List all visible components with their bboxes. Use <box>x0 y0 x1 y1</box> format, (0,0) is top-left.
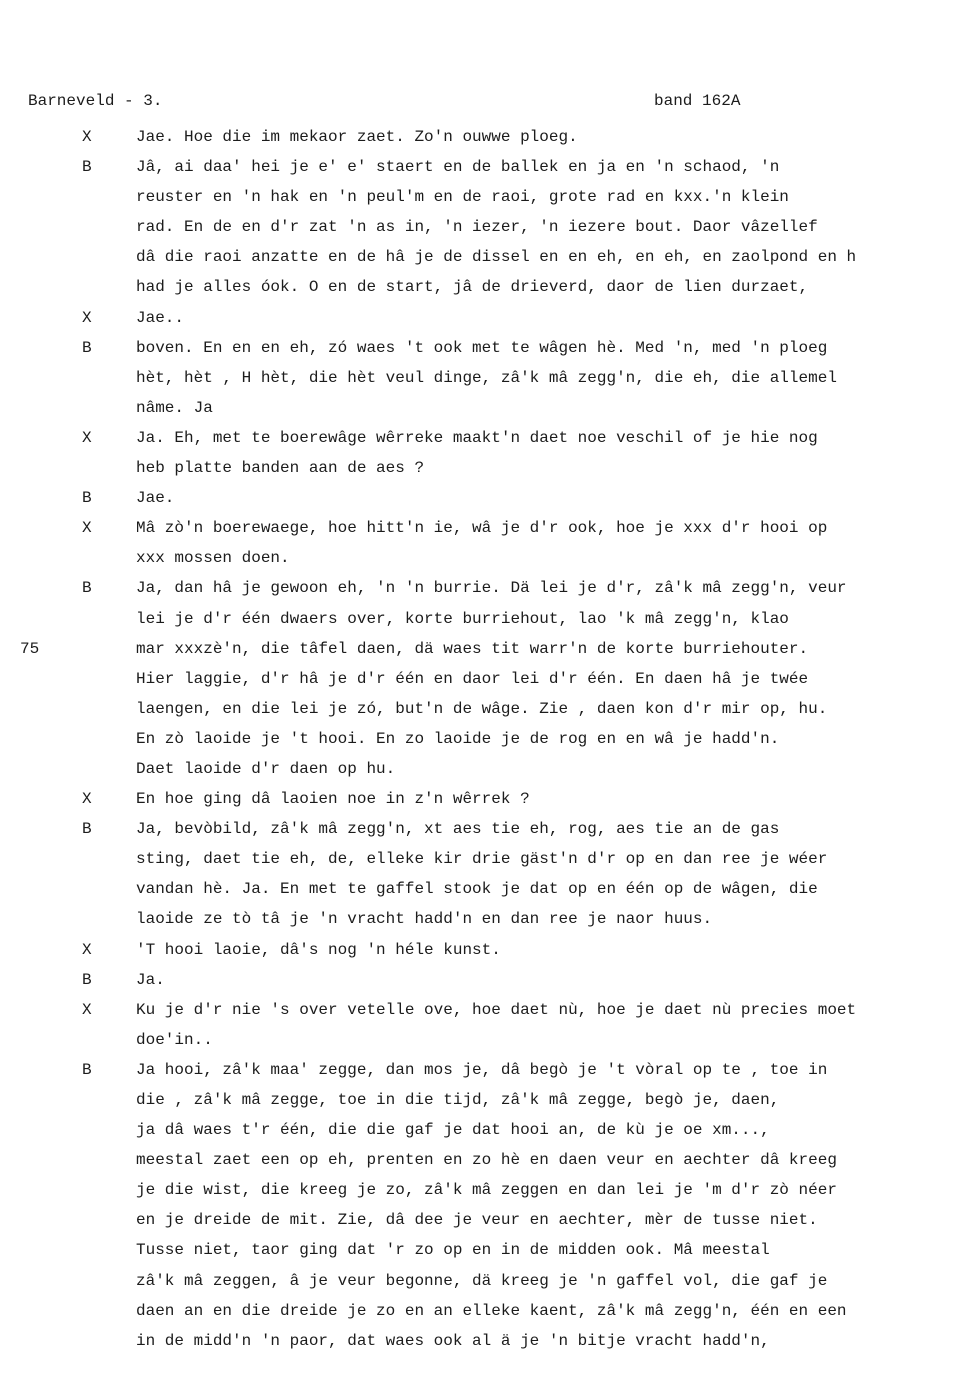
line-text: Ja. Eh, met te boerewâge wêrreke maakt'n daet noe veschil of je hie nog <box>136 428 818 447</box>
transcript-line <box>0 784 979 814</box>
line-text: en je dreide de mit. Zie, dâ dee je veur en aechter, mèr de tusse niet. <box>136 1211 818 1230</box>
line-text: in de midd'n 'n paor, dat waes ook al ä je 'n bitje vracht hadd'n, <box>136 1331 770 1350</box>
speaker-label: X <box>82 428 92 447</box>
speaker-label: B <box>82 970 92 989</box>
transcript-line <box>0 995 979 1025</box>
transcript-line <box>0 272 979 302</box>
line-text: Jae.. <box>136 308 185 327</box>
transcript-line <box>0 1175 979 1205</box>
line-text: doe'in.. <box>136 1030 213 1049</box>
transcript-line <box>0 874 979 904</box>
transcript-line <box>0 814 979 844</box>
speaker-label: B <box>82 489 92 508</box>
transcript-line <box>0 1115 979 1145</box>
transcript-line <box>0 363 979 393</box>
line-text: Ja. <box>136 970 165 989</box>
transcript-line <box>0 1055 979 1085</box>
transcript-line <box>0 754 979 784</box>
line-text: laengen, en die lei je zó, but'n de wâge. Zie , daen kon d'r mir op, hu. <box>136 699 828 718</box>
speaker-label: B <box>82 158 92 177</box>
transcript-line <box>0 333 979 363</box>
transcript-line <box>0 1326 979 1356</box>
line-text: hèt, hèt , H hèt, die hèt veul dinge, zâ'k mâ zegg'n, die eh, die allemel <box>136 368 837 387</box>
transcript-line <box>0 844 979 874</box>
transcript-line <box>0 664 979 694</box>
line-text: Mâ zò'n boerewaege, hoe hitt'n ie, wâ je d'r ook, hoe je xxx d'r hooi op <box>136 519 828 538</box>
transcript-line <box>0 1266 979 1296</box>
transcript-line <box>0 1205 979 1235</box>
line-text: Jâ, ai daa' hei je e' e' staert en de ballek en ja en 'n schaod, 'n <box>136 158 780 177</box>
transcript-line <box>0 212 979 242</box>
line-text: Ku je d'r nie 's over vetelle ove, hoe daet nù, hoe je daet nù precies moet <box>136 1000 857 1019</box>
line-text: ja dâ waes t'r één, die die gaf je dat hooi an, de kù je oe xm..., <box>136 1121 770 1140</box>
line-text: 'T hooi laoie, dâ's nog 'n héle kunst. <box>136 940 501 959</box>
speaker-label: X <box>82 519 92 538</box>
transcript-line <box>0 393 979 423</box>
line-text: sting, daet tie eh, de, elleke kir drie gäst'n d'r op en dan ree je wéer <box>136 850 828 869</box>
transcript-line <box>0 935 979 965</box>
line-text: je die wist, die kreeg je zo, zâ'k mâ zeggen en dan lei je 'm d'r zò néer <box>136 1181 837 1200</box>
transcript-line <box>0 182 979 212</box>
transcript-line <box>0 513 979 543</box>
line-text: Ja, bevòbild, zâ'k mâ zegg'n, xt aes tie eh, rog, aes tie an de gas <box>136 820 780 839</box>
line-text: die , zâ'k mâ zegge, toe in die tijd, zâ'k mâ zegge, begò je, daen, <box>136 1091 780 1109</box>
line-text: Hier laggie, d'r hâ je d'r één en daor lei d'r één. En daen hâ je twée <box>136 669 809 688</box>
line-text: En hoe ging dâ laoien noe in z'n wêrrek ? <box>136 790 530 809</box>
header-band-label: band 162A <box>654 92 741 110</box>
transcript-line <box>0 904 979 934</box>
transcript-line <box>0 1025 979 1055</box>
transcript-line <box>0 694 979 724</box>
speaker-label: X <box>82 940 92 959</box>
transcript-line <box>0 303 979 333</box>
transcript-line <box>0 122 979 152</box>
speaker-label: X <box>82 308 92 327</box>
line-text: xxx mossen doen. <box>136 549 290 568</box>
speaker-label: X <box>82 128 92 146</box>
header-title: Barneveld - 3. <box>28 92 163 110</box>
line-text: Jae. <box>136 489 175 508</box>
line-text: rad. En de en d'r zat 'n as in, 'n iezer, 'n iezere bout. Daor vâzellef <box>136 218 818 237</box>
line-text: heb platte banden aan de aes ? <box>136 459 425 478</box>
speaker-label: X <box>82 1000 92 1019</box>
transcript-line <box>0 1145 979 1175</box>
line-text: Ja, dan hâ je gewoon eh, 'n 'n burrie. Dä lei je d'r, zâ'k mâ zegg'n, veur <box>136 579 847 598</box>
line-text: nâme. Ja <box>136 398 213 417</box>
line-text: Daet laoide d'r daen op hu. <box>136 759 396 778</box>
line-text: laoide ze tò tâ je 'n vracht hadd'n en dan ree je naor huus. <box>136 910 713 929</box>
line-text: mar xxxzè'n, die tâfel daen, dä waes tit warr'n de korte burriehouter. <box>136 639 809 658</box>
transcript-line <box>0 152 979 182</box>
transcript-line <box>0 724 979 754</box>
transcript-line <box>0 1085 979 1115</box>
speaker-label: B <box>82 579 92 598</box>
line-text: lei je d'r één dwaers over, korte burriehout, lao 'k mâ zegg'n, klao <box>136 609 789 628</box>
line-text: Ja hooi, zâ'k maa' zegge, dan mos je, dâ begò je 't vòral op te , toe in <box>136 1060 828 1079</box>
speaker-label: B <box>82 1060 92 1079</box>
line-text: reuster en 'n hak en 'n peul'm en de raoi, grote rad en kxx.'n klein <box>136 188 789 207</box>
margin-line-number: 75 <box>20 639 40 658</box>
transcript-line <box>0 423 979 453</box>
transcript-line <box>0 573 979 603</box>
line-text: Tusse niet, taor ging dat 'r zo op en in de midden ook. Mâ meestal <box>136 1241 770 1260</box>
transcript-line <box>0 543 979 573</box>
page-header <box>28 92 959 116</box>
line-text: had je alles óok. O en de start, jâ de drieverd, daor de lien durzaet, <box>136 278 809 297</box>
transcript-line <box>0 634 979 664</box>
line-text: Jae. Hoe die im mekaor zaet. Zo'n ouwwe ploeg. <box>136 128 578 146</box>
transcript-line <box>0 453 979 483</box>
transcript-line <box>0 965 979 995</box>
transcript-line <box>0 604 979 634</box>
speaker-label: B <box>82 338 92 357</box>
transcript-line <box>0 1296 979 1326</box>
speaker-label: X <box>82 790 92 809</box>
line-text: vandan hè. Ja. En met te gaffel stook je dat op en één op de wâgen, die <box>136 880 818 899</box>
line-text: dâ die raoi anzatte en de hâ je de dissel en en eh, en eh, en zaolpond en h <box>136 248 857 267</box>
line-text: meestal zaet een op eh, prenten en zo hè en daen veur en aechter dâ kreeg <box>136 1151 837 1170</box>
line-text: daen an en die dreide je zo en an elleke kaent, zâ'k mâ zegg'n, één en een <box>136 1301 847 1320</box>
transcript-line <box>0 242 979 272</box>
transcript-body <box>0 122 979 1356</box>
transcript-line <box>0 483 979 513</box>
transcript-line <box>0 1235 979 1265</box>
line-text: boven. En en en eh, zó waes 't ook met te wâgen hè. Med 'n, med 'n ploeg <box>136 338 828 357</box>
line-text: En zò laoide je 't hooi. En zo laoide je de rog en en wâ je hadd'n. <box>136 729 780 748</box>
speaker-label: B <box>82 820 92 839</box>
line-text: zâ'k mâ zeggen, â je veur begonne, dä kreeg je 'n gaffel vol, die gaf je <box>136 1271 828 1290</box>
